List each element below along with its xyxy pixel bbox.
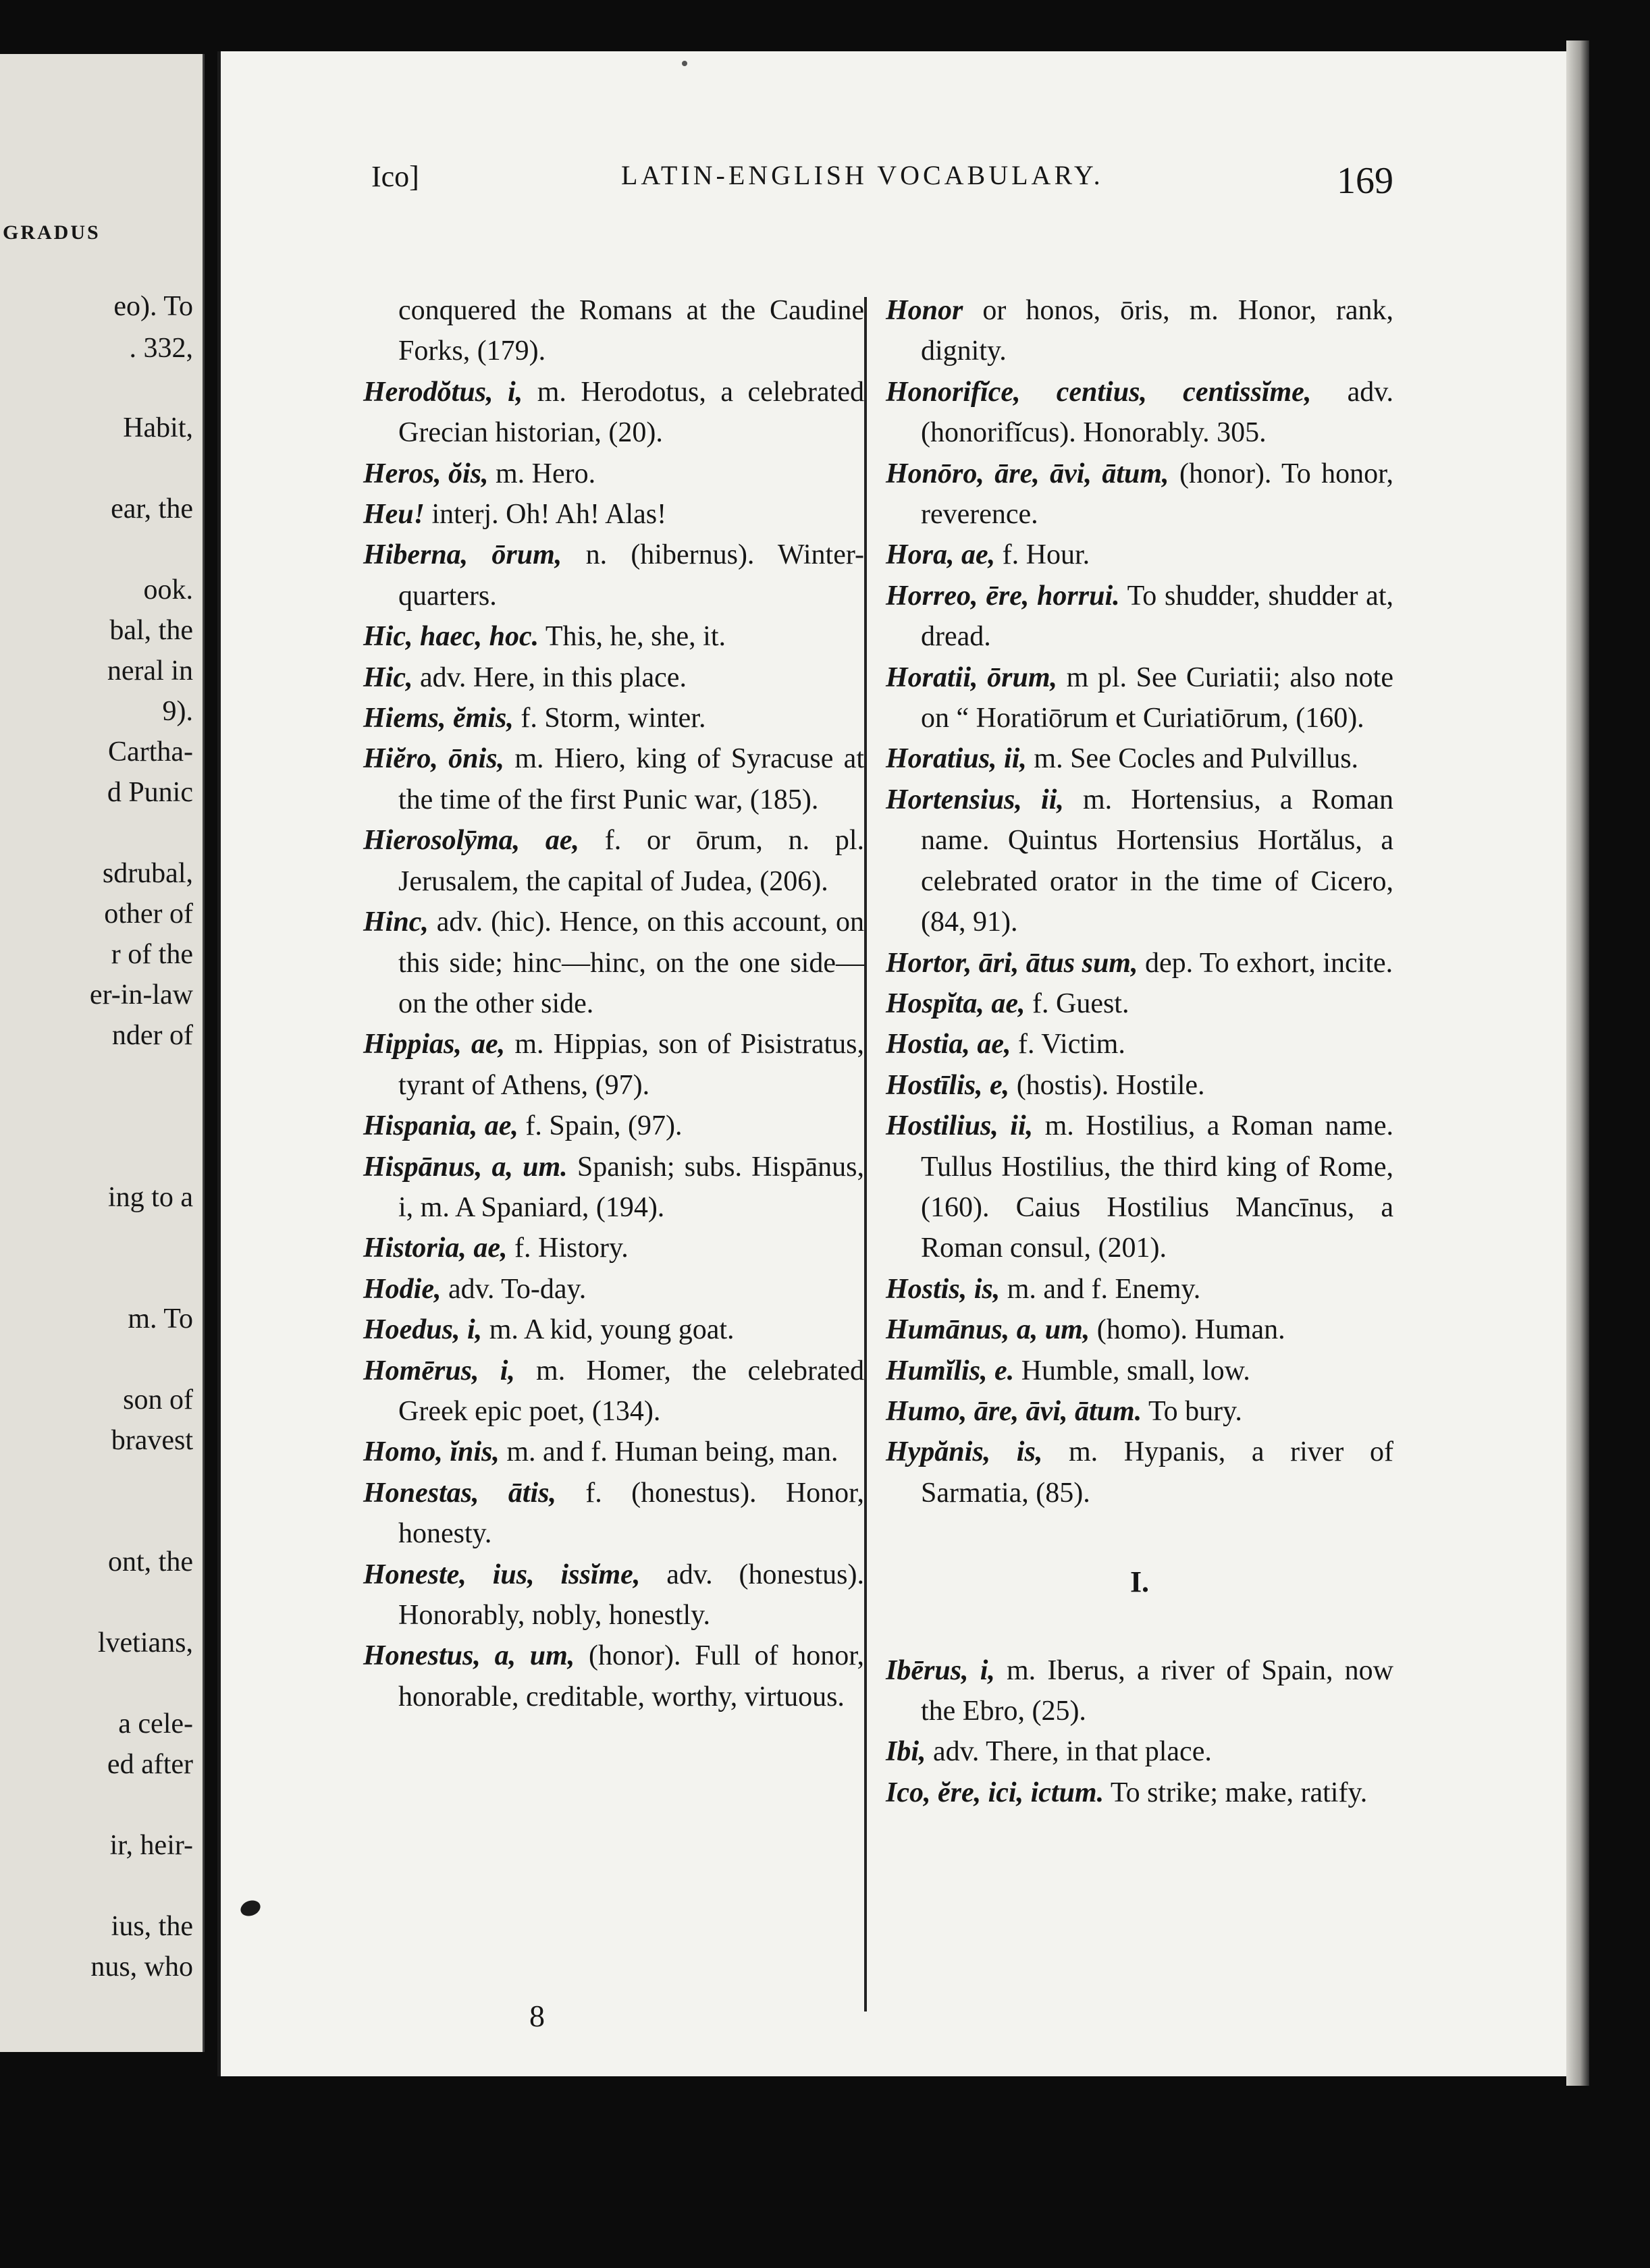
facing-page-line: er-in-law xyxy=(89,979,193,1010)
facing-page-line: ook. xyxy=(143,574,193,605)
headword: Hic, xyxy=(363,662,413,693)
definition: m pl. See Curiatii; also note on “ Horatiōrum et Curiatiōrum, (160). xyxy=(921,662,1393,734)
headword: Ibērus, i, xyxy=(886,1654,995,1686)
facing-page-line: nus, who xyxy=(90,1951,193,1982)
definition: m. Homer, the celebrated Greek epic poet, (134). xyxy=(398,1355,864,1427)
vocabulary-entry xyxy=(886,1351,1393,1391)
facing-page-line: a cele- xyxy=(118,1708,193,1739)
definition: m. Hortensius, a Roman name. Quintus Hortensius Hortălus, a celebrated orator in the time of Cicero, (84, 91). xyxy=(921,784,1393,938)
headword: Humĭlis, e. xyxy=(886,1355,1015,1386)
definition: adv. (honorifĭcus). Honorably. 305. xyxy=(921,376,1393,449)
headword: Honestus, a, um, xyxy=(363,1640,575,1672)
definition: f. Hour. xyxy=(995,539,1090,571)
headword: Historia, ae, xyxy=(363,1233,508,1264)
definition: m. Hypanis, a river of Sarmatia, (85). xyxy=(921,1436,1393,1509)
facing-page-line: Cartha- xyxy=(108,736,193,767)
headword: Hypănis, is, xyxy=(886,1436,1043,1468)
vocabulary-entry xyxy=(886,657,1393,739)
facing-page-line: 9). xyxy=(162,696,193,727)
definition: To bury. xyxy=(1142,1395,1242,1427)
headword: Hortensius, ii, xyxy=(886,784,1064,815)
headword: Ibi, xyxy=(886,1736,926,1768)
vocabulary-entry xyxy=(886,454,1393,535)
definition: f. Guest. xyxy=(1025,988,1129,1019)
definition: dep. To exhort, incite. xyxy=(1138,947,1393,979)
headword: Hora, ae, xyxy=(886,539,996,571)
headword: Hiĕro, ōnis, xyxy=(363,743,505,775)
headword: Honestas, ātis, xyxy=(363,1477,557,1509)
vocabulary-entry xyxy=(886,1731,1393,1772)
facing-page-line: neral in xyxy=(107,655,193,686)
facing-page-line: other of xyxy=(104,898,193,929)
vocabulary-entry xyxy=(363,1351,864,1432)
facing-page-line: ont, the xyxy=(108,1546,193,1577)
right-column xyxy=(886,290,1393,1813)
definition: (hostis). Hostile. xyxy=(1009,1069,1205,1101)
definition: f. Victim. xyxy=(1011,1029,1125,1060)
headword: Honor xyxy=(886,295,963,326)
definition: adv. (hic). Hence, on this account, on this side; hinc—hinc, on the one side—on the other side. xyxy=(398,907,864,1019)
facing-page-line: . 332, xyxy=(129,333,193,364)
definition: To shudder, shudder at, dread. xyxy=(921,580,1393,653)
facing-page-line: lvetians, xyxy=(97,1627,193,1658)
headword: Horatius, ii, xyxy=(886,743,1027,775)
facing-page-line: ing to a xyxy=(108,1182,193,1213)
column-divider xyxy=(864,297,867,2012)
vocabulary-entry xyxy=(886,576,1393,657)
definition: or honos, ōris, m. Honor, rank, dignity. xyxy=(921,295,1393,367)
definition: m. Hippias, son of Pisistratus, tyrant of Athens, (97). xyxy=(398,1029,864,1101)
vocabulary-entry xyxy=(363,1432,864,1472)
vocabulary-entry xyxy=(886,780,1393,943)
vocabulary-entry xyxy=(886,1269,1393,1310)
facing-page-line: son of xyxy=(123,1384,193,1415)
definition: adv. There, in that place. xyxy=(926,1736,1212,1768)
definition: m. Hostilius, a Roman name. Tullus Hostilius, the third king of Rome, (160). Caius Hostilius Mancīnus, a Roman consul, (201). xyxy=(921,1110,1393,1264)
headword: Hospĭta, ae, xyxy=(886,988,1026,1019)
facing-page-line: ius, the xyxy=(111,1911,193,1942)
definition: n. (hibernus). Winter-quarters. xyxy=(398,539,864,612)
headword: Homērus, i, xyxy=(363,1355,515,1386)
vocabulary-entry xyxy=(363,902,864,1024)
facing-page xyxy=(0,54,205,2052)
header-guide-word: Ico] xyxy=(371,160,419,193)
facing-page-line: bal, the xyxy=(109,615,193,646)
running-title: LATIN-ENGLISH VOCABULARY. xyxy=(621,160,1104,190)
headword: Horreo, ēre, horrui. xyxy=(886,580,1120,612)
definition: m. See Cocles and Pulvillus. xyxy=(1026,743,1359,775)
definition: f. History. xyxy=(507,1233,629,1264)
headword: Hiberna, ōrum, xyxy=(363,539,562,571)
vocabulary-entry xyxy=(886,983,1393,1024)
definition: m. Hero. xyxy=(488,458,596,489)
headword: Ico, ĕre, ici, ictum. xyxy=(886,1777,1105,1808)
headword: Hortor, āri, ātus sum, xyxy=(886,947,1138,979)
vocabulary-entry xyxy=(363,1473,864,1555)
facing-page-line: bravest xyxy=(111,1425,193,1456)
vocabulary-entry xyxy=(363,372,864,454)
vocabulary-entry xyxy=(886,1065,1393,1106)
headword: Horatii, ōrum, xyxy=(886,662,1057,693)
headword: Hippias, ae, xyxy=(363,1029,506,1060)
definition: f. (honestus). Honor, honesty. xyxy=(398,1477,864,1550)
headword: Hostia, ae, xyxy=(886,1029,1011,1060)
facing-page-line: ear, the xyxy=(111,493,193,524)
headword: Hostis, is, xyxy=(886,1273,1001,1305)
facing-page-line: ir, heir- xyxy=(109,1830,193,1861)
vocabulary-entry xyxy=(363,1555,864,1636)
headword: Hiems, ĕmis, xyxy=(363,703,514,734)
definition: (homo). Human. xyxy=(1090,1314,1285,1346)
headword: Hic, haec, hoc. xyxy=(363,621,539,653)
vocabulary-entry xyxy=(363,454,864,494)
facing-page-line: nder of xyxy=(111,1020,193,1051)
facing-page-line: r of the xyxy=(111,939,193,970)
definition: To strike; make, ratify. xyxy=(1104,1777,1368,1808)
vocabulary-entry xyxy=(363,1310,864,1350)
definition: (honor). To honor, reverence. xyxy=(921,458,1393,531)
definition: f. Spain, (97). xyxy=(518,1110,683,1142)
definition: (honor). Full of honor, honorable, creditable, worthy, virtuous. xyxy=(398,1640,864,1712)
facing-page-line: sdrubal, xyxy=(102,858,193,889)
vocabulary-entry xyxy=(886,943,1393,983)
headword: Herodŏtus, i, xyxy=(363,376,523,408)
facing-page-line: ed after xyxy=(107,1749,193,1780)
headword: Homo, ĭnis, xyxy=(363,1436,500,1468)
definition: m. Herodotus, a celebrated Grecian historian, (20). xyxy=(398,376,864,449)
vocabulary-entry xyxy=(886,1432,1393,1513)
page-edge xyxy=(1566,40,1589,2086)
vocabulary-entry xyxy=(886,1391,1393,1432)
vocabulary-entry xyxy=(886,738,1393,779)
vocabulary-entry xyxy=(363,698,864,738)
facing-page-line: d Punic xyxy=(107,777,193,808)
facing-page-line: eo). To xyxy=(113,291,193,322)
vocabulary-entry xyxy=(886,290,1393,372)
headword: Heu! xyxy=(363,499,425,531)
definition: m. Hiero, king of Syracuse at the time of the first Punic war, (185). xyxy=(398,743,864,815)
definition: m. and f. Enemy. xyxy=(1000,1273,1201,1305)
facing-page-line: m. To xyxy=(128,1303,193,1334)
headword: Hoedus, i, xyxy=(363,1314,483,1346)
definition: interj. Oh! Ah! Alas! xyxy=(425,499,667,531)
definition: adv. To-day. xyxy=(441,1273,587,1305)
vocabulary-entry xyxy=(886,535,1393,575)
headword: Honōro, āre, āvi, ātum, xyxy=(886,458,1169,489)
headword: Humo, āre, āvi, ātum. xyxy=(886,1395,1142,1427)
headword: Hostilius, ii, xyxy=(886,1110,1034,1142)
definition: This, he, she, it. xyxy=(539,621,726,653)
vocabulary-entry xyxy=(886,1310,1393,1350)
vocabulary-entry xyxy=(363,616,864,657)
vocabulary-entry xyxy=(363,820,864,902)
headword: Honorifĭce, centius, centissĭme, xyxy=(886,376,1312,408)
vocabulary-entry xyxy=(363,1106,864,1146)
vocabulary-entry xyxy=(363,1269,864,1310)
definition: conquered the Romans at the Caudine Forks, (179). xyxy=(398,295,864,367)
vocabulary-entry xyxy=(886,1650,1393,1732)
vocabulary-entry xyxy=(363,1228,864,1268)
definition: m. and f. Human being, man. xyxy=(499,1436,839,1468)
headword: Hispānus, a, um. xyxy=(363,1151,568,1183)
vocabulary-entry xyxy=(363,1024,864,1106)
definition: m. Iberus, a river of Spain, now the Ebro, (25). xyxy=(921,1654,1393,1727)
headword: Hinc, xyxy=(363,907,429,938)
vocabulary-entry xyxy=(363,738,864,820)
vocabulary-entry xyxy=(363,1147,864,1228)
vocabulary-entry xyxy=(886,1106,1393,1269)
headword: Hostīlis, e, xyxy=(886,1069,1010,1101)
definition: f. or ōrum, n. pl. Jerusalem, the capital of Judea, (206). xyxy=(398,825,864,897)
definition: f. Storm, winter. xyxy=(513,703,706,734)
headword: Hodie, xyxy=(363,1273,442,1305)
facing-page-header: GRADUS xyxy=(3,221,101,244)
vocabulary-entry xyxy=(363,1636,864,1717)
left-column xyxy=(363,290,864,1717)
headword: Honeste, ius, issĭme, xyxy=(363,1559,641,1590)
headword: Hierosolȳma, ae, xyxy=(363,825,580,857)
vocabulary-entry xyxy=(363,657,864,698)
signature-mark: 8 xyxy=(529,1999,545,2033)
vocabulary-entry xyxy=(886,372,1393,454)
headword: Heros, ŏis, xyxy=(363,458,489,489)
definition: adv. Here, in this place. xyxy=(412,662,687,693)
definition: m. A kid, young goat. xyxy=(482,1314,735,1346)
headword: Humānus, a, um, xyxy=(886,1314,1090,1346)
definition: adv. (honestus). Honorably, nobly, honestly. xyxy=(398,1559,864,1631)
page-number: 169 xyxy=(1337,160,1393,202)
vocabulary-entry xyxy=(886,1773,1393,1813)
vocabulary-entry xyxy=(363,535,864,616)
definition: Spanish; subs. Hispānus, i, m. A Spaniard, (194). xyxy=(398,1151,864,1223)
vocabulary-entry xyxy=(886,1024,1393,1064)
headword: Hispania, ae, xyxy=(363,1110,518,1142)
facing-page-line: Habit, xyxy=(123,412,193,443)
vocabulary-entry xyxy=(363,494,864,535)
definition: Humble, small, low. xyxy=(1014,1355,1250,1386)
vocabulary-entry xyxy=(363,290,864,372)
section-letter: I. xyxy=(1129,1565,1150,1599)
speck-mark xyxy=(682,61,687,66)
